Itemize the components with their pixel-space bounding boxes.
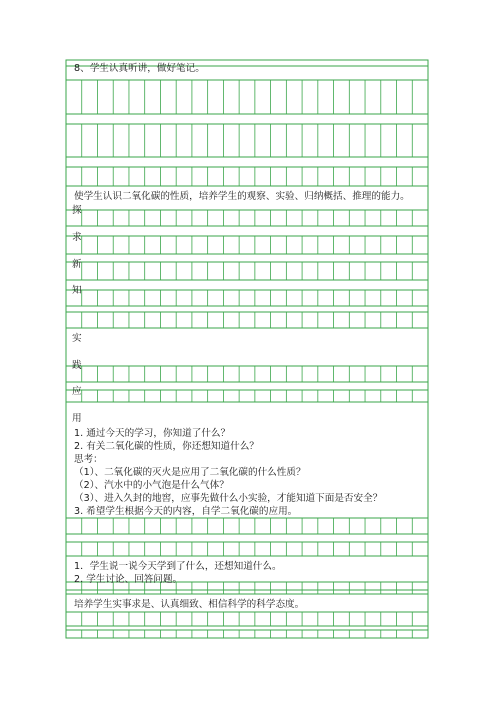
text-line-1: 8、学生认真听讲，做好笔记。: [74, 63, 205, 74]
text-line-3: 1. 通过今天的学习，你知道了什么？: [74, 428, 231, 439]
side-label-1: 探: [72, 205, 82, 216]
side-label-2: 求: [72, 232, 82, 243]
text-line-2: 使学生认识二氧化碳的性质，培养学生的观察、实验、归纳概括、推理的能力。: [74, 191, 410, 202]
side-label-6: 践: [72, 360, 82, 371]
text-line-10: 1．学生说一说今天学到了什么，还想知道什么。: [74, 561, 282, 572]
text-line-11: 2. 学生讨论、回答问题。: [74, 574, 183, 585]
side-label-3: 新: [72, 259, 82, 270]
text-line-4: 2. 有关二氧化碳的性质，你还想知道什么？: [74, 441, 259, 452]
text-line-7: （2）、汽水中的小气泡是什么气体？: [74, 480, 229, 491]
text-line-6: （1）、二氧化碳的灭火是应用了二氧化碳的什么性质？: [74, 467, 306, 478]
text-line-5: 思考：: [74, 454, 103, 465]
text-line-12: 培养学生实事求是、认真细致、相信科学的科学态度。: [74, 599, 305, 610]
side-label-8: 用: [72, 413, 82, 424]
text-line-9: 3. 希望学生根据今天的内容，自学二氧化碳的应用。: [74, 506, 298, 517]
side-label-5: 实: [72, 333, 82, 344]
side-label-7: 应: [72, 386, 82, 397]
side-label-4: 知: [72, 285, 82, 296]
text-line-8: （3）、进入久封的地窖，应事先做什么小实验，才能知道下面是否安全？: [74, 493, 383, 504]
